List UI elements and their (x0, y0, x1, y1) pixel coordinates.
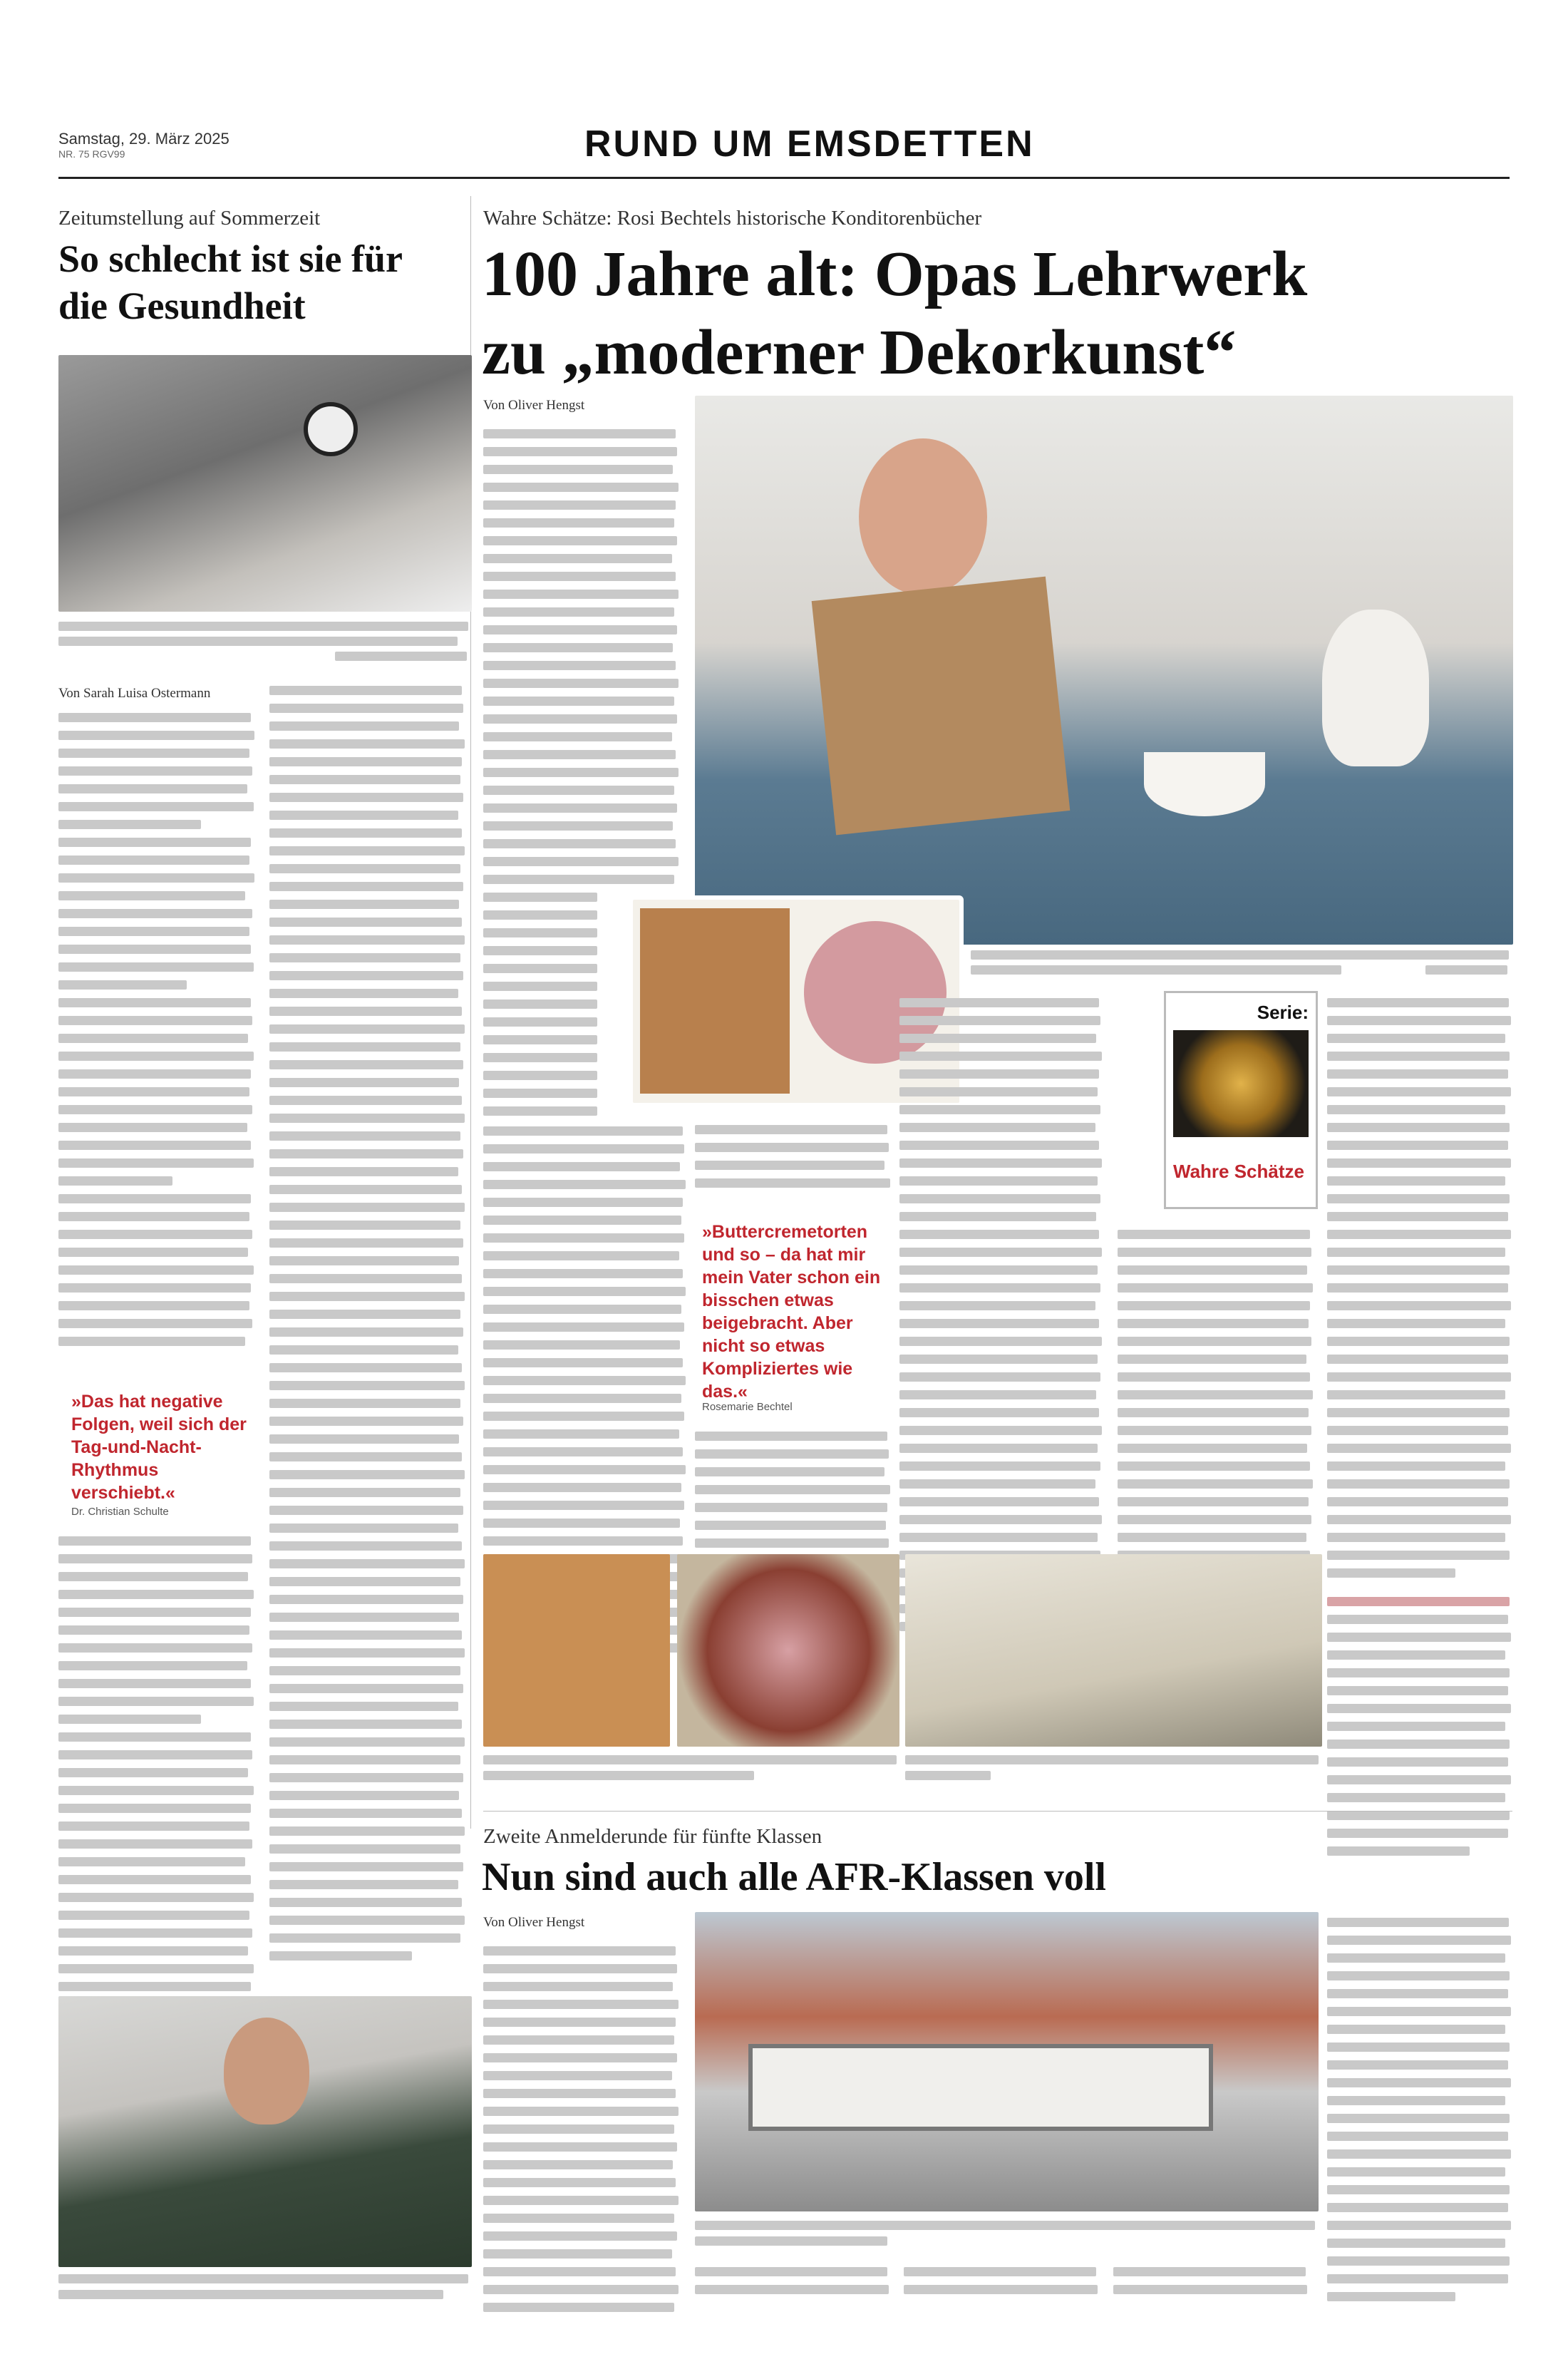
left-author: Von Sarah Luisa Ostermann (58, 686, 211, 701)
main-headline: 100 Jahre alt: Opas Lehrwerk zu „moderner Dekorkunst“ (482, 239, 1308, 388)
main-photo-credit (1425, 965, 1507, 975)
bottom-kicker: Zweite Anmelderunde für fünfte Klassen (483, 1825, 822, 1848)
doctor-portrait-photo (58, 1996, 472, 2267)
stencil-photo-1 (483, 1554, 670, 1747)
main-kicker: Wahre Schätze: Rosi Bechtels historische Konditorenbücher (483, 207, 982, 230)
left-quote-attribution: Dr. Christian Schulte (71, 1506, 169, 1518)
series-label: Serie: (1257, 1002, 1309, 1023)
sleeping-woman-photo (58, 355, 472, 612)
stencil-photo-2 (677, 1554, 899, 1747)
series-box (1164, 991, 1318, 1209)
masthead-rule (58, 177, 1510, 179)
masthead-date: Samstag, 29. März 2025 (58, 130, 229, 148)
main-quote-attribution: Rosemarie Bechtel (702, 1401, 793, 1413)
left-headline: So schlecht ist sie für die Gesundheit (58, 237, 402, 327)
book-caption (905, 1755, 1319, 1764)
left-kicker: Zeitumstellung auf Sommerzeit (58, 207, 321, 230)
alarm-clock-icon (304, 402, 358, 456)
cup (1144, 752, 1265, 816)
school-sign (748, 2044, 1213, 2131)
doctor-head (224, 2018, 309, 2124)
portrait-caption (58, 2274, 468, 2283)
portrait-caption (58, 2290, 443, 2299)
gold-ring-photo (1173, 1030, 1309, 1137)
woman-face (859, 438, 987, 595)
bottom-article-rule (483, 1811, 1512, 1812)
main-photo-caption (971, 965, 1341, 975)
left-pull-quote: »Das hat negative Folgen, weil sich der Tag-und-Nacht-Rhythmus verschiebt.« (71, 1392, 247, 1503)
series-title: Wahre Schätze (1173, 1161, 1304, 1182)
school-sign-photo (695, 1912, 1319, 2211)
modeko-book (812, 577, 1071, 836)
stencil-caption (483, 1755, 897, 1764)
photo-credit (335, 652, 467, 661)
main-photo-caption (971, 950, 1509, 960)
school-photo-caption (695, 2221, 1315, 2230)
main-author: Von Oliver Hengst (483, 398, 585, 413)
teapot (1322, 610, 1429, 766)
rosi-bechtel-photo (695, 396, 1513, 945)
section-title: RUND UM EMSDETTEN (584, 123, 1035, 165)
book-index-photo (905, 1554, 1322, 1747)
photo-caption (58, 637, 458, 646)
book-caption (905, 1771, 991, 1780)
photo-caption (58, 622, 468, 631)
main-pull-quote: »Buttercremetorten und so – da hat mir mein Vater schon ein bisschen etwas beigebracht. Aber nicht so etwas Kompliziertes wie das.« (702, 1222, 881, 1402)
bottom-headline: Nun sind auch alle AFR-Klassen voll (482, 1855, 1106, 1899)
masthead-issue: NR. 75 RGV99 (58, 148, 125, 160)
school-photo-caption (695, 2236, 887, 2246)
stencil-caption (483, 1771, 754, 1780)
bottom-author: Von Oliver Hengst (483, 1915, 585, 1930)
left-page (640, 908, 790, 1094)
